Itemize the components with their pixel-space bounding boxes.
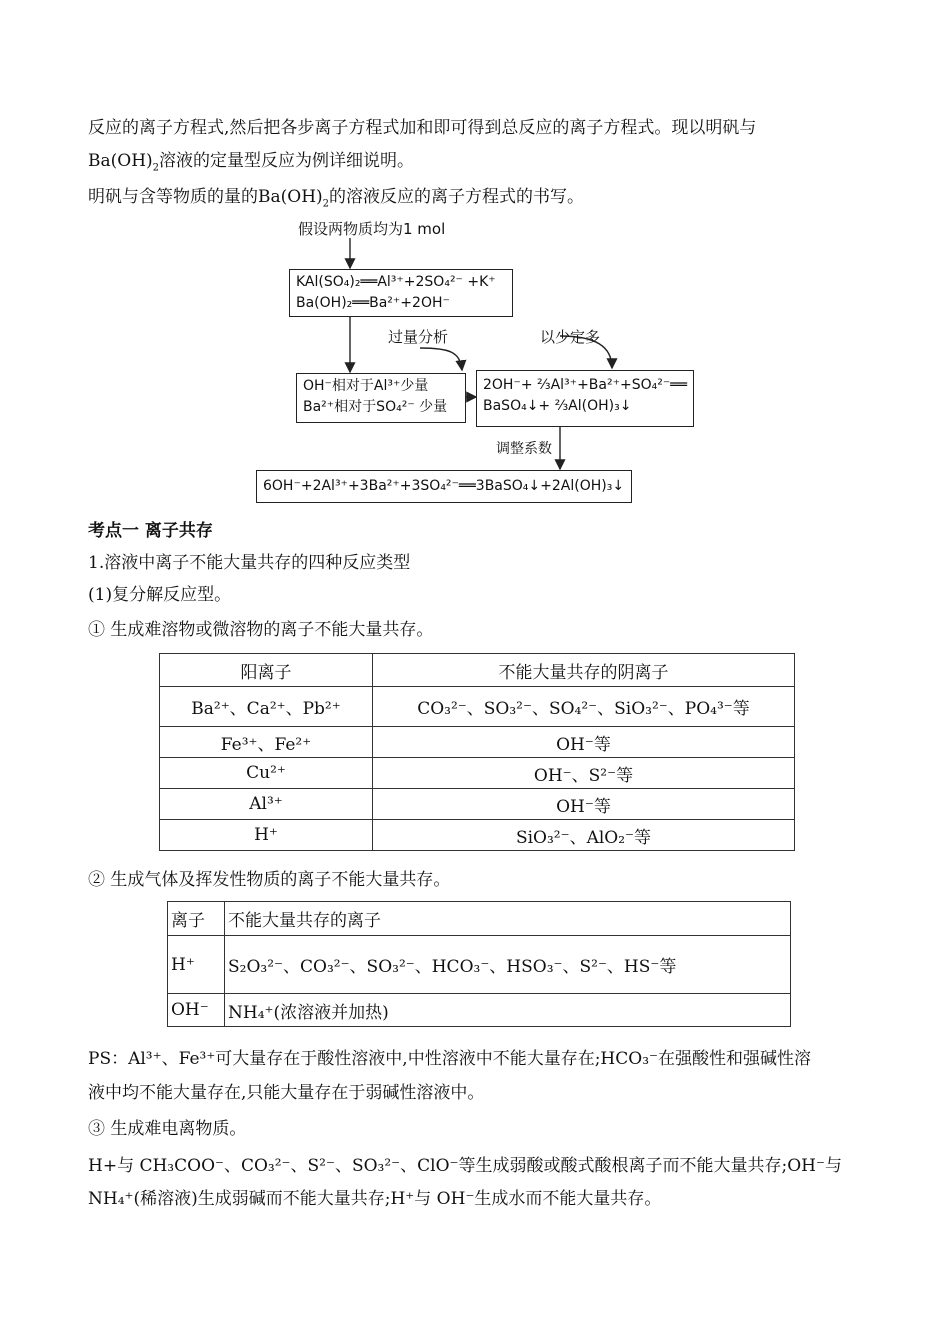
table-cell: S₂O₃²⁻、CO₃²⁻、SO₃²⁻、HCO₃⁻、HSO₃⁻、S²⁻、HS⁻等	[225, 936, 791, 994]
dissociation-box	[289, 269, 513, 317]
ps-line-2: 液中均不能大量存在,只能大量存在于弱碱性溶液中。	[88, 1083, 485, 1103]
table-cell: Cu²⁺	[160, 758, 373, 789]
arrow-excess	[420, 348, 462, 370]
table-cell: H⁺	[160, 820, 373, 851]
section-item-1: 1.溶液中离子不能大量共存的四种反应类型	[88, 553, 411, 573]
section-heading: 考点一 离子共存	[88, 521, 213, 541]
sub-item-2: ② 生成气体及挥发性物质的离子不能大量共存。	[88, 870, 451, 890]
analysis-line-1: OH⁻相对于Al³⁺少量	[303, 378, 429, 394]
ps-line-1: PS：Al³⁺、Fe³⁺可大量存在于酸性溶液中,中性溶液中不能大量存在;HCO₃⁻在强酸性和强碱性溶	[88, 1049, 811, 1069]
table-row	[160, 687, 795, 727]
table-row	[160, 820, 795, 851]
table-row	[160, 758, 795, 789]
table-cell: OH⁻等	[373, 789, 795, 820]
gas-table	[167, 901, 791, 1027]
table-header-row	[168, 902, 791, 936]
flowchart-arrows	[0, 0, 950, 520]
table-header: 不能大量共存的阴离子	[373, 654, 795, 687]
intro-line-1: 反应的离子方程式,然后把各步离子方程式加和即可得到总反应的离子方程式。现以明矾与	[88, 118, 757, 138]
table-row	[160, 727, 795, 758]
analysis-line-2: Ba²⁺相对于SO₄²⁻ 少量	[303, 399, 448, 415]
intro-line-3-sub: 2	[322, 198, 330, 210]
table-row	[168, 994, 791, 1027]
assume-label: 假设两物质均为1 mol	[298, 220, 446, 238]
precipitate-table	[159, 653, 795, 851]
final-equation: 6OH⁻+2Al³⁺+3Ba²⁺+3SO₄²⁻══3BaSO₄↓+2Al(OH)₃↓	[263, 478, 625, 494]
adjust-coefficient-label: 调整系数	[496, 441, 552, 457]
table-header: 离子	[168, 902, 225, 936]
intro-line-3-post: 的溶液反应的离子方程式的书写。	[329, 187, 585, 207]
sub-item-3: ③ 生成难电离物质。	[88, 1119, 247, 1139]
table-header: 阳离子	[160, 654, 373, 687]
table-row	[168, 936, 791, 994]
final-equation-box	[256, 470, 632, 503]
intro-line-3-pre: 明矾与含等物质的量的Ba(OH)	[88, 187, 323, 207]
table-cell: Fe³⁺、Fe²⁺	[160, 727, 373, 758]
equation-box	[476, 370, 694, 427]
table-cell: Ba²⁺、Ca²⁺、Pb²⁺	[160, 687, 373, 727]
final-line-2: NH₄⁺(稀溶液)生成弱碱而不能大量共存;H⁺与 OH⁻生成水而不能大量共存。	[88, 1189, 662, 1209]
table-cell: OH⁻等	[373, 727, 795, 758]
final-line-1: H+与 CH₃COO⁻、CO₃²⁻、S²⁻、SO₃²⁻、ClO⁻等生成弱酸或酸式酸根离子而不能大量共存;OH⁻与	[88, 1156, 842, 1176]
table-row	[160, 789, 795, 820]
section-item-2: (1)复分解反应型。	[88, 585, 232, 605]
equation-line-1: 2OH⁻+ ⅔Al³⁺+Ba²⁺+SO₄²⁻══	[483, 377, 688, 393]
intro-line-2-pre: Ba(OH)	[88, 151, 153, 171]
dissociation-line-2: Ba(OH)₂══Ba²⁺+2OH⁻	[296, 295, 450, 311]
section-item-3: ① 生成难溶物或微溶物的离子不能大量共存。	[88, 620, 434, 640]
table-header-row	[160, 654, 795, 687]
table-header: 不能大量共存的离子	[225, 902, 791, 936]
table-cell: NH₄⁺(浓溶液并加热)	[225, 994, 791, 1027]
excess-analysis-label: 过量分析	[388, 328, 449, 346]
table-cell: OH⁻、S²⁻等	[373, 758, 795, 789]
analysis-box	[296, 373, 466, 423]
less-determines-more-label: 以少定多	[540, 328, 601, 346]
table-cell: H⁺	[168, 936, 225, 994]
intro-line-2-post: 溶液的定量型反应为例详细说明。	[159, 151, 415, 171]
dissociation-line-1: KAl(SO₄)₂══Al³⁺+2SO₄²⁻ +K⁺	[296, 274, 496, 290]
intro-line-2-sub: 2	[152, 162, 160, 174]
table-cell: CO₃²⁻、SO₃²⁻、SO₄²⁻、SiO₃²⁻、PO₄³⁻等	[373, 687, 795, 727]
equation-line-2: BaSO₄↓+ ⅔Al(OH)₃↓	[483, 398, 632, 414]
table-cell: Al³⁺	[160, 789, 373, 820]
table-cell: OH⁻	[168, 994, 225, 1027]
table-cell: SiO₃²⁻、AlO₂⁻等	[373, 820, 795, 851]
flowchart	[0, 0, 950, 520]
